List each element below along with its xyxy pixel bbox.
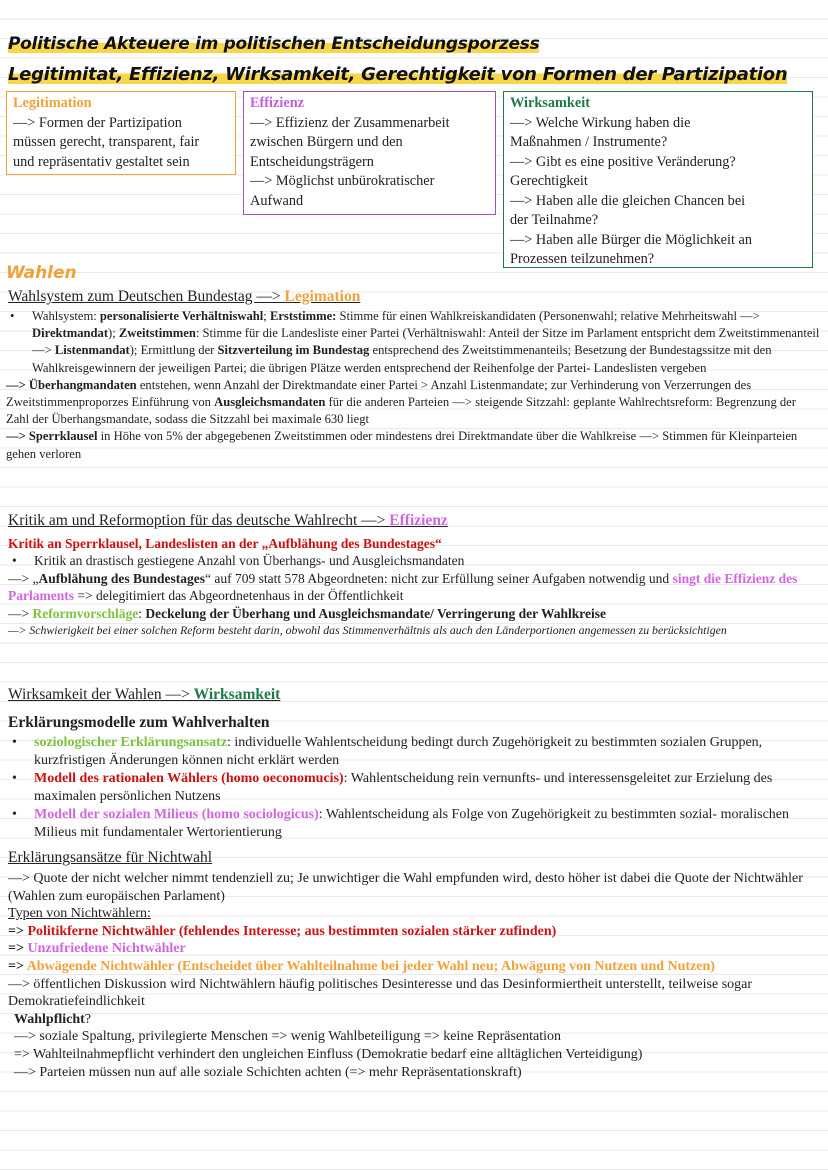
- model-milieus: • Modell der sozialen Milieus (homo sociologicus): Wahlentscheidung als Folge von Zugehörigkeit zu bestimmten sozial- moralischen Milieus mit fundamentaler Wertorientierung: [8, 806, 820, 842]
- wirksamkeit-line: —> Haben alle die gleichen Chancen bei: [510, 192, 746, 209]
- wirksamkeit-tag: Wirksamkeit: [193, 686, 281, 703]
- ueberhang-paragraph: —> Überhangmandaten entstehen, wenn Anzahl der Direktmandate einer Partei > Anzahl Listenmandate; zur Verhinderung von Verzerrungen des Zweitstimmenproporzes Einführung von Ausgleichsmandaten für die anderen Parteien —> steigende Sitzzahl: geplante Wahlrechtsreform: Begrenzung der Zahl der Überhangsmandate, sodass die Sitzzahl bei maximale 630 liegt: [6, 377, 796, 427]
- wirksamkeit-line: —> Haben alle Bürger die Möglichkeit an: [510, 231, 753, 248]
- wirksamkeit-line: Maßnahmen / Instrumente?: [510, 134, 668, 150]
- kritik-text: [8, 535, 820, 639]
- effizienz-line: Aufwand: [250, 192, 304, 209]
- page-subtitle: Legitimitat, Effizienz, Wirksamkeit, Gerechtigkeit von Formen der Partizipation: [8, 64, 788, 85]
- reform-line: —> Reformvorschläge: Deckelung der Überhang und Ausgleichsmandate/ Verringerung der Wahlkreise: [8, 605, 607, 621]
- wirksamkeit-line: Gerechtigkeit: [510, 173, 588, 189]
- nichtwahl-text: [8, 870, 820, 1081]
- section-kritik-title: Kritik am und Reformoption für das deutsche Wahlrecht —> Effizienz: [8, 512, 448, 529]
- legitimation-line: müssen gerecht, transparent, fair: [13, 134, 200, 150]
- model-rational: • Modell des rationalen Wählers (homo oeconomucis): Wahlentscheidung rein vernunfts- und interessensgeleitet zur Erzielung des maximalen persönlichen Nutzens: [8, 770, 820, 806]
- legitimation-box: [6, 91, 236, 175]
- wirksamkeit-heading: Wirksamkeit: [510, 95, 590, 111]
- legitimation-line: und repräsentativ gestaltet sein: [13, 153, 190, 170]
- type-politikfern: => Politikferne Nichtwähler (fehlendes Interesse; aus bestimmten sozialen stärker zufinden): [8, 923, 557, 939]
- erklaerungsmodelle-text: [8, 714, 820, 842]
- wahlsystem-text: [6, 308, 822, 463]
- sperrklausel-paragraph: —> Sperrklausel in Höhe von 5% der abgegebenen Zweitstimmen oder mindestens drei Direktmandate über die Wahlkreise —> Stimmen für Kleinparteien gehen verloren: [6, 429, 798, 461]
- wirksamkeit-line: —> Gibt es eine positive Veränderung?: [510, 153, 736, 170]
- aufblaehung-line: —> „Aufblähung des Bundestages“ auf 709 statt 578 Abgeordneten: nicht zur Erfüllung seiner Aufgaben notwendig und singt die Effizienz des Parlaments => delegitimiert das Abgeordnetenhaus in der Öffentlichkeit: [8, 570, 798, 604]
- wahlen-heading: Wahlen: [6, 263, 77, 283]
- kritik-red-heading: Kritik an Sperrklausel, Landeslisten an der „Aufblähung des Bundestages“: [8, 536, 442, 551]
- section-wirksamkeit-title: Wirksamkeit der Wahlen —> Wirksamkeit: [8, 686, 281, 703]
- schwierigkeit-line: —> Schwierigkeit bei einer solchen Reform besteht darin, obwohl das Stimmenverhältnis als auch den Länderportionen angemessen zu berücksichtigen: [8, 623, 727, 638]
- legitimation-heading: Legitimation: [13, 95, 92, 111]
- effizienz-tag: Effizienz: [389, 512, 448, 529]
- wahlpflicht-line: —> Parteien müssen nun auf alle soziale Schichten achten (=> mehr Repräsentationskraft): [14, 1064, 522, 1080]
- erklaerungsmodelle-heading: Erklärungsmodelle zum Wahlverhalten: [8, 714, 270, 731]
- wirksamkeit-box: [503, 91, 813, 268]
- type-abwaegend: => Abwägende Nichtwähler (Entscheidet über Wahlteilnahme bei jeder Wahl neu; Abwägung von Nutzen und Nutzen): [8, 958, 715, 974]
- page-title: Politische Akteuere im politischen Entscheidungsporzess: [8, 34, 540, 54]
- kritik-bullet: • Kritik an drastisch gestiegene Anzahl von Überhangs- und Ausgleichsmandaten: [8, 552, 820, 569]
- model-soziologisch: • soziologischer Erklärungsansatz: individuelle Wahlentscheidung bedingt durch Zugehörigkeit zu bestimmten sozialen Gruppen, kurzfristigen Änderungen können nicht erklärt werden: [8, 734, 820, 770]
- wirksamkeit-line: der Teilnahme?: [510, 212, 599, 228]
- wahlpflicht-heading: Wahlpflicht?: [14, 1011, 92, 1027]
- wirksamkeit-line: Prozessen teilzunehmen?: [510, 251, 655, 267]
- section-wahlsystem-title: Wahlsystem zum Deutschen Bundestag —> Legimation: [8, 288, 361, 305]
- nichtwahl-paragraph: —> Quote der nicht welcher nimmt tendenziell zu; Je unwichtiger die Wahl empfunden wird, desto höher ist dabei die Quote der Nichtwähler (Wahlen zum europäischen Parlament): [8, 871, 803, 904]
- legitimation-line: —> Formen der Partizipation: [13, 114, 182, 131]
- section-nichtwahl-title: Erklärungsansätze für Nichtwahl: [8, 849, 213, 866]
- type-unzufrieden: => Unzufriedene Nichtwähler: [8, 941, 186, 957]
- wahlsystem-bullet: • Wahlsystem: personalisierte Verhältniswahl; Erststimme: Stimme für einen Wahlkreiskandidaten (Personenwahl; relative Mehrheitswahl —> Direktmandat); Zweitstimmen: Stimme für die Landesliste einer Partei (Verhältniswahl: Anteil der Sitze im Parlament entspricht dem Zweitstimmenanteil —> Listenmandat); Ermittlung der Sitzverteilung im Bundestag entsprechend des Zweitstimmenanteils; Besetzung der Bundestagssitze mit den Wahlkreisgewinnern der jeweiligen Partei; die übrigen Plätze werden entsprechend der Reihenfolge der Partei- Landeslisten vergeben: [6, 308, 822, 377]
- effizienz-line: Entscheidungsträgern: [250, 153, 374, 170]
- nichtwaehler-types-heading: Typen von Nichtwählern:: [8, 906, 151, 922]
- diskussion-paragraph: —> öffentlichen Diskussion wird Nichtwählern häufig politisches Desinteresse und das Desinformiertheit unterstellt, teilweise sogar Demokratiefeindlichkeit: [8, 976, 753, 1010]
- wahlpflicht-line: => Wahlteilnahmepflicht verhindert den ungleichen Einfluss (Demokratie bedarf eine alltäglichen Verteidigung): [14, 1046, 643, 1062]
- wahlpflicht-line: —> soziale Spaltung, privilegierte Menschen => wenig Wahlbeteiligung => keine Repräsentation: [14, 1029, 562, 1045]
- effizienz-line: —> Möglichst unbürokratischer: [250, 173, 435, 189]
- effizienz-line: —> Effizienz der Zusammenarbeit: [250, 114, 450, 131]
- wirksamkeit-line: —> Welche Wirkung haben die: [510, 114, 691, 131]
- effizienz-box: [243, 91, 496, 215]
- effizienz-heading: Effizienz: [250, 95, 304, 111]
- effizienz-line: zwischen Bürgern und den: [250, 134, 403, 150]
- legimation-tag: Legimation: [284, 288, 361, 305]
